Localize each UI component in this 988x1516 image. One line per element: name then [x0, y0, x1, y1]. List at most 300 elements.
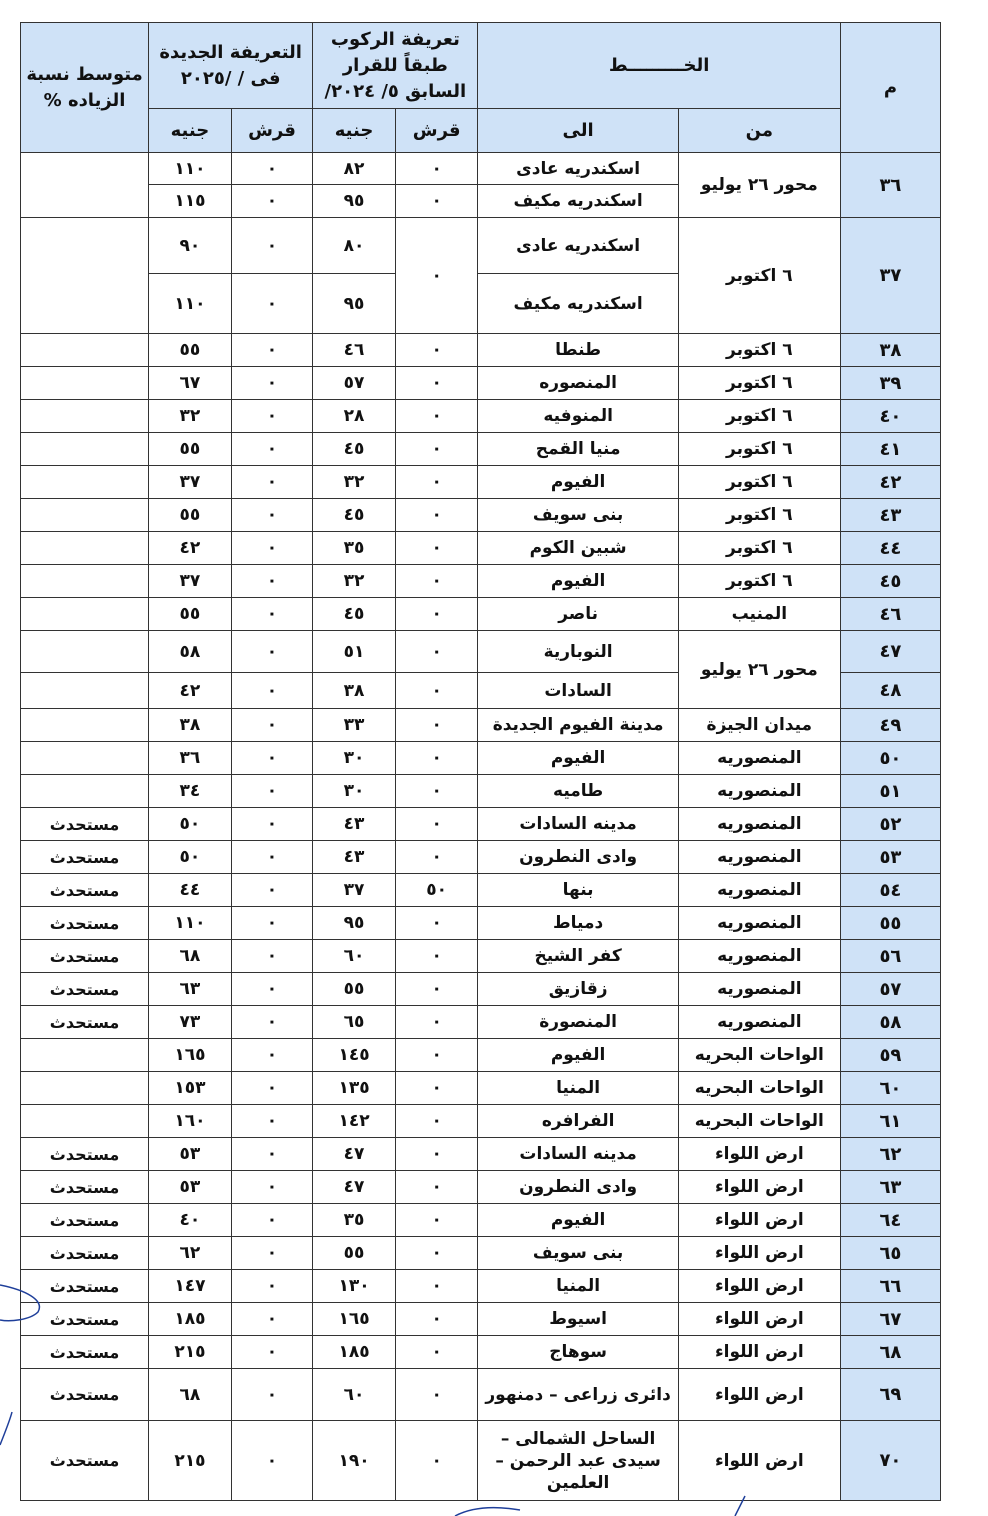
row-to: اسكندريه مكيف: [478, 274, 678, 334]
row-old-qirsh: ٠: [395, 631, 478, 673]
row-to: الفيوم: [478, 466, 678, 499]
row-from: ارض اللواء: [678, 1171, 840, 1204]
row-new-qirsh: ٠: [231, 973, 313, 1006]
row-to: بنى سويف: [478, 499, 678, 532]
row-to: زقازيق: [478, 973, 678, 1006]
row-from: المنصوريه: [678, 907, 840, 940]
row-old-pound: ٤٣: [313, 841, 396, 874]
row-new-qirsh: ٠: [231, 1006, 313, 1039]
row-old-qirsh: ٠: [395, 499, 478, 532]
row-old-qirsh: ٠: [395, 1006, 478, 1039]
table-row: [21, 218, 941, 274]
row-to: شبين الكوم: [478, 532, 678, 565]
row-note: مستحدث: [21, 808, 149, 841]
row-old-qirsh: ٠: [395, 1171, 478, 1204]
row-new-pound: ١٦٥: [149, 1039, 232, 1072]
row-note: مستحدث: [21, 1421, 149, 1501]
row-note: مستحدث: [21, 1138, 149, 1171]
row-index: ٥٤: [840, 874, 940, 907]
row-new-qirsh: ٠: [231, 433, 313, 466]
row-to: منيا القمح: [478, 433, 678, 466]
row-new-pound: ٣٧: [149, 466, 232, 499]
header-new-tariff: التعريفة الجديدة فى / /٢٠٢٥: [149, 23, 313, 109]
row-index: ٦٦: [840, 1270, 940, 1303]
row-new-pound: ٣٤: [149, 775, 232, 808]
row-old-qirsh: ٠: [395, 334, 478, 367]
row-old-qirsh: ٠: [395, 433, 478, 466]
row-to: طنطا: [478, 334, 678, 367]
row-index: ٦٣: [840, 1171, 940, 1204]
row-old-qirsh: ٠: [395, 532, 478, 565]
row-note: [21, 709, 149, 742]
row-new-qirsh: ٠: [231, 367, 313, 400]
row-old-pound: ١٣٥: [313, 1072, 396, 1105]
row-new-pound: ٦٧: [149, 367, 232, 400]
row-from: ارض اللواء: [678, 1270, 840, 1303]
row-from: ارض اللواء: [678, 1336, 840, 1369]
row-to: الفيوم: [478, 1039, 678, 1072]
row-new-qirsh: ٠: [231, 185, 313, 218]
row-old-pound: ٦٠: [313, 1369, 396, 1421]
row-old-pound: ٣٠: [313, 775, 396, 808]
row-new-qirsh: ٠: [231, 1204, 313, 1237]
row-note: [21, 218, 149, 334]
row-old-pound: ٥٧: [313, 367, 396, 400]
row-new-pound: ٧٣: [149, 1006, 232, 1039]
row-old-pound: ٥٥: [313, 973, 396, 1006]
table-row: [21, 1006, 941, 1039]
row-old-pound: ٦٠: [313, 940, 396, 973]
row-new-qirsh: ٠: [231, 808, 313, 841]
row-to: الفيوم: [478, 742, 678, 775]
table-row: [21, 1171, 941, 1204]
row-new-qirsh: ٠: [231, 532, 313, 565]
table-row: [21, 907, 941, 940]
row-note: [21, 367, 149, 400]
row-index: ٣٧: [840, 218, 940, 334]
row-note: [21, 466, 149, 499]
header-old-tariff: تعريفة الركوب طبقاً للقرار السابق ٥/ ٢٠٢٤/: [313, 23, 478, 109]
row-old-pound: ٥٥: [313, 1237, 396, 1270]
row-old-pound: ٨٢: [313, 153, 396, 185]
row-note: [21, 153, 149, 218]
table-row: [21, 466, 941, 499]
row-to: سوهاج: [478, 1336, 678, 1369]
row-to: اسكندريه مكيف: [478, 185, 678, 218]
row-note: مستحدث: [21, 841, 149, 874]
row-from: ٦ اكتوبر: [678, 565, 840, 598]
row-to: الفرافره: [478, 1105, 678, 1138]
row-note: [21, 334, 149, 367]
row-from: المنصوريه: [678, 1006, 840, 1039]
row-to: كفر الشيخ: [478, 940, 678, 973]
row-to: مدينه السادات: [478, 1138, 678, 1171]
row-old-pound: ٩٥: [313, 274, 396, 334]
row-to: الفيوم: [478, 1204, 678, 1237]
row-new-pound: ١١٥: [149, 185, 232, 218]
row-from: المنصوريه: [678, 841, 840, 874]
table-row: [21, 499, 941, 532]
row-note: مستحدث: [21, 1171, 149, 1204]
row-old-qirsh: ٠: [395, 907, 478, 940]
row-index: ٣٦: [840, 153, 940, 218]
row-old-qirsh: ٠: [395, 153, 478, 185]
row-new-qirsh: ٠: [231, 1270, 313, 1303]
table-row: [21, 709, 941, 742]
row-old-pound: ١٩٠: [313, 1421, 396, 1501]
row-new-pound: ٤٢: [149, 673, 232, 709]
row-from: ميدان الجيزة: [678, 709, 840, 742]
row-index: ٤٠: [840, 400, 940, 433]
row-old-pound: ٣٨: [313, 673, 396, 709]
row-new-qirsh: ٠: [231, 1039, 313, 1072]
row-note: مستحدث: [21, 1237, 149, 1270]
header-new-qirsh: قرش: [231, 109, 313, 153]
row-new-pound: ٦٢: [149, 1237, 232, 1270]
row-old-qirsh: ٠: [395, 1270, 478, 1303]
row-new-pound: ٣٧: [149, 565, 232, 598]
row-old-qirsh: ٠: [395, 598, 478, 631]
row-old-pound: ١٤٥: [313, 1039, 396, 1072]
row-note: [21, 1039, 149, 1072]
row-new-pound: ٤٠: [149, 1204, 232, 1237]
row-old-pound: ٣٣: [313, 709, 396, 742]
row-from: ٦ اكتوبر: [678, 334, 840, 367]
row-from: المنصوريه: [678, 775, 840, 808]
row-from: ٦ اكتوبر: [678, 532, 840, 565]
row-new-pound: ٥٥: [149, 334, 232, 367]
header-index: م: [840, 23, 940, 153]
row-old-pound: ٣٧: [313, 874, 396, 907]
row-index: ٣٨: [840, 334, 940, 367]
row-new-qirsh: ٠: [231, 874, 313, 907]
row-from: ٦ اكتوبر: [678, 466, 840, 499]
row-note: [21, 1105, 149, 1138]
row-from: محور ٢٦ يوليو: [678, 631, 840, 709]
row-to: وادى النطرون: [478, 841, 678, 874]
row-index: ٤٨: [840, 673, 940, 709]
row-new-qirsh: ٠: [231, 1303, 313, 1336]
row-to: المنيا: [478, 1072, 678, 1105]
header-old-pound: جنيه: [313, 109, 396, 153]
row-to: دائرى زراعى – دمنهور: [478, 1369, 678, 1421]
row-old-pound: ١٨٥: [313, 1336, 396, 1369]
header-avg-increase: متوسط نسبة الزياده %: [21, 23, 149, 153]
table-row: [21, 367, 941, 400]
row-new-qirsh: ٠: [231, 631, 313, 673]
row-note: [21, 400, 149, 433]
table-row: [21, 742, 941, 775]
table-row: [21, 1204, 941, 1237]
table-row: [21, 334, 941, 367]
row-note: مستحدث: [21, 1336, 149, 1369]
row-old-pound: ٣٢: [313, 466, 396, 499]
row-new-qirsh: ٠: [231, 499, 313, 532]
row-note: [21, 742, 149, 775]
row-new-pound: ٢١٥: [149, 1336, 232, 1369]
row-new-pound: ٥٠: [149, 841, 232, 874]
row-from: الواحات البحريه: [678, 1039, 840, 1072]
row-old-qirsh: ٠: [395, 1138, 478, 1171]
row-to: ناصر: [478, 598, 678, 631]
row-index: ٦١: [840, 1105, 940, 1138]
row-new-pound: ٣٨: [149, 709, 232, 742]
table-row: [21, 775, 941, 808]
table-row: [21, 1336, 941, 1369]
row-old-qirsh: ٠: [395, 841, 478, 874]
row-old-qirsh: ٠: [395, 1336, 478, 1369]
row-new-pound: ٥٥: [149, 433, 232, 466]
row-new-pound: ٣٢: [149, 400, 232, 433]
row-old-qirsh: ٠: [395, 742, 478, 775]
row-old-qirsh: ٥٠: [395, 874, 478, 907]
row-from: المنصوريه: [678, 940, 840, 973]
row-to: اسكندريه عادى: [478, 153, 678, 185]
row-from: ارض اللواء: [678, 1303, 840, 1336]
row-old-pound: ٤٦: [313, 334, 396, 367]
row-old-pound: ٣٥: [313, 1204, 396, 1237]
row-old-qirsh: ٠: [395, 565, 478, 598]
row-to: الفيوم: [478, 565, 678, 598]
table-row: [21, 973, 941, 1006]
row-old-pound: ٨٠: [313, 218, 396, 274]
table-row: [21, 1072, 941, 1105]
row-index: ٦٧: [840, 1303, 940, 1336]
row-old-qirsh: ٠: [395, 218, 478, 334]
row-new-pound: ٦٨: [149, 940, 232, 973]
row-new-qirsh: ٠: [231, 742, 313, 775]
row-from: ارض اللواء: [678, 1204, 840, 1237]
table-row: [21, 1270, 941, 1303]
row-index: ٦٢: [840, 1138, 940, 1171]
row-note: [21, 1072, 149, 1105]
row-new-qirsh: ٠: [231, 1138, 313, 1171]
row-new-qirsh: ٠: [231, 1171, 313, 1204]
row-old-qirsh: ٠: [395, 1303, 478, 1336]
header-from: من: [678, 109, 840, 153]
row-index: ٤٢: [840, 466, 940, 499]
row-new-pound: ١٤٧: [149, 1270, 232, 1303]
row-old-pound: ١٦٥: [313, 1303, 396, 1336]
row-index: ٥٣: [840, 841, 940, 874]
row-index: ٥١: [840, 775, 940, 808]
table-row: [21, 532, 941, 565]
row-from: ٦ اكتوبر: [678, 499, 840, 532]
row-new-qirsh: ٠: [231, 400, 313, 433]
row-to: وادى النطرون: [478, 1171, 678, 1204]
row-note: مستحدث: [21, 940, 149, 973]
row-new-pound: ٤٤: [149, 874, 232, 907]
row-new-pound: ٥٣: [149, 1138, 232, 1171]
row-old-qirsh: ٠: [395, 808, 478, 841]
row-new-qirsh: ٠: [231, 466, 313, 499]
table-row: [21, 874, 941, 907]
row-index: ٤٦: [840, 598, 940, 631]
row-old-qirsh: ٠: [395, 973, 478, 1006]
table-row: [21, 1138, 941, 1171]
row-new-pound: ٥٨: [149, 631, 232, 673]
row-old-pound: ٤٥: [313, 433, 396, 466]
row-from: ٦ اكتوبر: [678, 367, 840, 400]
header-new-pound: جنيه: [149, 109, 232, 153]
row-new-qirsh: ٠: [231, 1336, 313, 1369]
row-old-qirsh: ٠: [395, 709, 478, 742]
row-old-pound: ٤٧: [313, 1171, 396, 1204]
signature-stroke: [0, 1412, 12, 1445]
row-new-qirsh: ٠: [231, 673, 313, 709]
row-new-pound: ٥٣: [149, 1171, 232, 1204]
row-new-qirsh: ٠: [231, 907, 313, 940]
table-row: [21, 565, 941, 598]
row-new-qirsh: ٠: [231, 598, 313, 631]
row-note: [21, 673, 149, 709]
row-old-qirsh: ٠: [395, 400, 478, 433]
row-index: ٤٧: [840, 631, 940, 673]
row-new-qirsh: ٠: [231, 1237, 313, 1270]
row-index: ٣٩: [840, 367, 940, 400]
row-old-qirsh: ٠: [395, 1204, 478, 1237]
row-old-qirsh: ٠: [395, 775, 478, 808]
row-from: الواحات البحريه: [678, 1105, 840, 1138]
row-old-pound: ٤٧: [313, 1138, 396, 1171]
row-note: [21, 532, 149, 565]
row-to: دمياط: [478, 907, 678, 940]
row-from: ارض اللواء: [678, 1138, 840, 1171]
row-old-pound: ٥١: [313, 631, 396, 673]
row-old-pound: ١٣٠: [313, 1270, 396, 1303]
row-to: بنى سويف: [478, 1237, 678, 1270]
header-to: الى: [478, 109, 678, 153]
row-new-qirsh: ٠: [231, 1369, 313, 1421]
row-from: ارض اللواء: [678, 1421, 840, 1501]
row-new-pound: ١٦٠: [149, 1105, 232, 1138]
row-new-qirsh: ٠: [231, 709, 313, 742]
row-index: ٦٤: [840, 1204, 940, 1237]
row-index: ٤٤: [840, 532, 940, 565]
row-new-pound: ٥٠: [149, 808, 232, 841]
row-to: المنصورة: [478, 1006, 678, 1039]
row-old-qirsh: ٠: [395, 466, 478, 499]
row-new-pound: ٩٠: [149, 218, 232, 274]
table-row: [21, 808, 941, 841]
row-to: المنيا: [478, 1270, 678, 1303]
row-old-pound: ٤٣: [313, 808, 396, 841]
row-new-pound: ٣٦: [149, 742, 232, 775]
table-row: [21, 1421, 941, 1501]
row-note: [21, 631, 149, 673]
row-new-pound: ٦٨: [149, 1369, 232, 1421]
table-row: [21, 1105, 941, 1138]
row-index: ٥٦: [840, 940, 940, 973]
row-index: ٦٥: [840, 1237, 940, 1270]
row-note: مستحدث: [21, 1204, 149, 1237]
row-old-pound: ٣٢: [313, 565, 396, 598]
row-old-qirsh: ٠: [395, 1105, 478, 1138]
table-row: [21, 631, 941, 673]
row-to: النوبارية: [478, 631, 678, 673]
row-new-qirsh: ٠: [231, 1105, 313, 1138]
row-to: اسكندريه عادى: [478, 218, 678, 274]
row-new-pound: ١٥٣: [149, 1072, 232, 1105]
row-new-qirsh: ٠: [231, 218, 313, 274]
row-old-pound: ٤٥: [313, 598, 396, 631]
row-old-qirsh: ٠: [395, 940, 478, 973]
row-new-pound: ٥٥: [149, 499, 232, 532]
row-new-qirsh: ٠: [231, 565, 313, 598]
row-index: ٥٢: [840, 808, 940, 841]
row-note: مستحدث: [21, 1270, 149, 1303]
row-old-pound: ٩٥: [313, 185, 396, 218]
row-index: ٥٨: [840, 1006, 940, 1039]
row-from: المنصوريه: [678, 973, 840, 1006]
row-old-pound: ٤٥: [313, 499, 396, 532]
row-from: ارض اللواء: [678, 1237, 840, 1270]
table-row: [21, 940, 941, 973]
row-index: ٥٥: [840, 907, 940, 940]
row-old-qirsh: ٠: [395, 1039, 478, 1072]
row-new-pound: ٥٥: [149, 598, 232, 631]
row-from: ٦ اكتوبر: [678, 433, 840, 466]
row-from: المنيب: [678, 598, 840, 631]
table-row: [21, 1369, 941, 1421]
row-note: [21, 565, 149, 598]
row-old-pound: ٣٥: [313, 532, 396, 565]
row-old-pound: ٣٠: [313, 742, 396, 775]
tariff-sheet: [20, 22, 941, 1501]
row-to: المنصوره: [478, 367, 678, 400]
row-from: المنصوريه: [678, 808, 840, 841]
row-old-qirsh: ٠: [395, 1237, 478, 1270]
row-new-qirsh: ٠: [231, 1072, 313, 1105]
table-row: [21, 598, 941, 631]
row-from: الواحات البحريه: [678, 1072, 840, 1105]
row-old-pound: ٩٥: [313, 907, 396, 940]
table-row: [21, 433, 941, 466]
row-note: [21, 598, 149, 631]
row-note: مستحدث: [21, 874, 149, 907]
row-index: ٧٠: [840, 1421, 940, 1501]
row-index: ٥٩: [840, 1039, 940, 1072]
row-index: ٦٨: [840, 1336, 940, 1369]
row-to: الساحل الشمالى – سيدى عبد الرحمن – العلمين: [478, 1421, 678, 1501]
row-to: المنوفيه: [478, 400, 678, 433]
row-note: مستحدث: [21, 907, 149, 940]
row-new-pound: ٤٢: [149, 532, 232, 565]
row-old-qirsh: ٠: [395, 185, 478, 218]
row-from: ٦ اكتوبر: [678, 400, 840, 433]
row-from: المنصوريه: [678, 742, 840, 775]
row-index: ٤٣: [840, 499, 940, 532]
row-from: محور ٢٦ يوليو: [678, 153, 840, 218]
row-new-pound: ١١٠: [149, 153, 232, 185]
row-index: ٦٠: [840, 1072, 940, 1105]
row-to: مدينة الفيوم الجديدة: [478, 709, 678, 742]
row-index: ٦٩: [840, 1369, 940, 1421]
row-from: ٦ اكتوبر: [678, 218, 840, 334]
row-to: بنها: [478, 874, 678, 907]
row-old-pound: ٦٥: [313, 1006, 396, 1039]
row-old-qirsh: ٠: [395, 1421, 478, 1501]
row-old-qirsh: ٠: [395, 367, 478, 400]
row-to: اسيوط: [478, 1303, 678, 1336]
row-new-pound: ١٨٥: [149, 1303, 232, 1336]
row-new-qirsh: ٠: [231, 274, 313, 334]
row-new-qirsh: ٠: [231, 1421, 313, 1501]
row-old-qirsh: ٠: [395, 673, 478, 709]
header-old-qirsh: قرش: [395, 109, 478, 153]
row-index: ٤٩: [840, 709, 940, 742]
table-row: [21, 400, 941, 433]
